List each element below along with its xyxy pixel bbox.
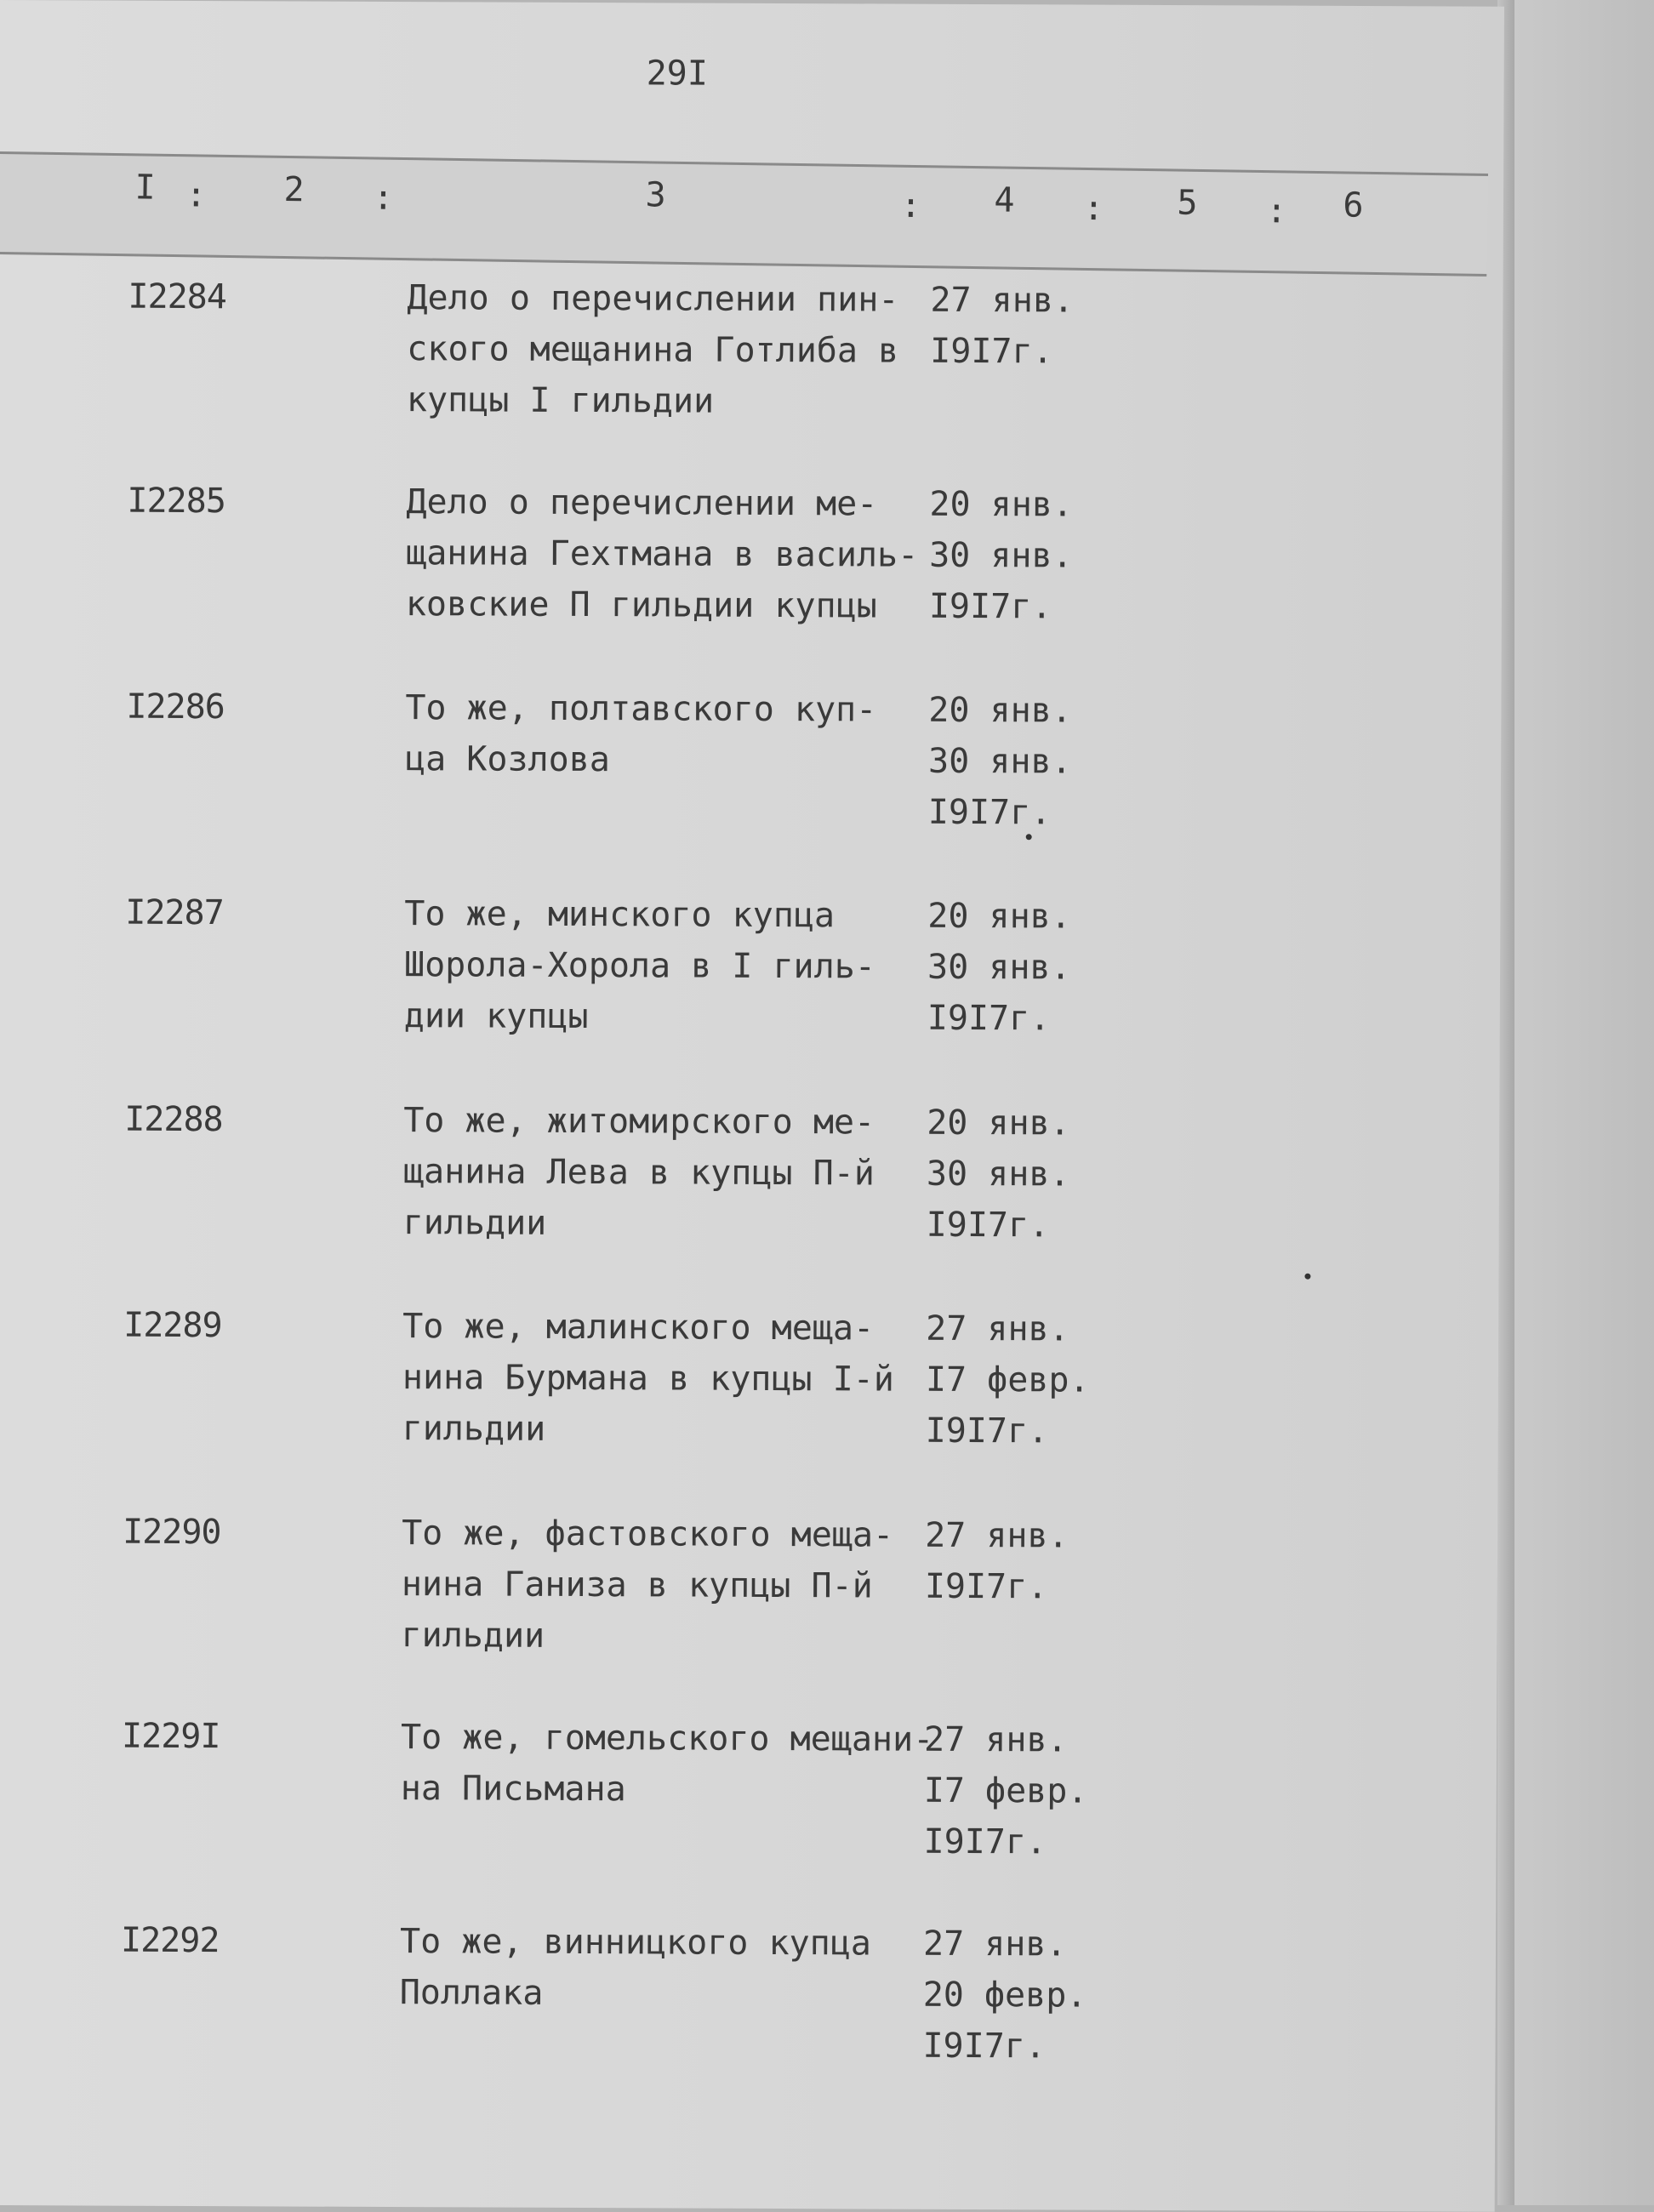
entry-row — [0, 1299, 1491, 1451]
date-line: 30 янв. — [929, 535, 1073, 576]
description-line: ца Козлова — [405, 739, 611, 780]
entry-row — [0, 681, 1494, 833]
entry-description — [402, 1301, 895, 1457]
date-line: 27 янв. — [922, 1924, 1067, 1964]
column-header-2: 2 — [283, 169, 305, 210]
description-line: Шорола-Хорола в I гиль- — [403, 945, 876, 987]
entry-dates — [930, 275, 1074, 378]
description-line: То же, винницкого купца — [399, 1922, 872, 1964]
description-line: нина Ганиза в купцы П-й — [401, 1565, 873, 1606]
date-line: I9I7г. — [927, 792, 1052, 833]
description-line: То же, полтавского куп- — [405, 688, 877, 730]
description-line: Дело о перечислении ме- — [406, 482, 878, 524]
entry-description — [400, 1916, 871, 2020]
entry-description — [401, 1508, 893, 1663]
date-line: 20 февр. — [922, 1975, 1087, 2015]
underlying-page — [1514, 0, 1654, 2205]
date-line: 20 янв. — [929, 484, 1074, 525]
entry-dates — [923, 1714, 1087, 1868]
date-line: 20 янв. — [927, 1103, 1070, 1143]
description-line: Поллака — [399, 1973, 544, 2013]
entry-description — [407, 272, 899, 428]
column-header-6: 6 — [1343, 185, 1364, 225]
description-line: То же, минского купца — [404, 894, 836, 936]
date-line: I9I7г. — [930, 331, 1053, 372]
entry-dates — [927, 1097, 1070, 1251]
column-header-1: I — [134, 168, 157, 208]
description-line: То же, житомирского ме- — [403, 1101, 875, 1143]
description-line: гильдии — [402, 1203, 547, 1243]
date-line: I7 февр. — [923, 1770, 1088, 1811]
column-separator: : — [900, 185, 921, 226]
date-line: I9I7г. — [923, 1821, 1047, 1862]
entry-id: I2284 — [128, 276, 227, 317]
entry-row — [0, 887, 1493, 1039]
description-line: гильдии — [401, 1616, 545, 1656]
date-line: I9I7г. — [928, 586, 1052, 627]
entry-dates — [925, 1510, 1069, 1613]
page-number: 29I — [646, 54, 708, 94]
entry-id: I2287 — [125, 892, 224, 933]
date-line: I9I7г. — [925, 1411, 1049, 1451]
entry-id: I2289 — [123, 1305, 222, 1346]
date-line: 30 янв. — [926, 1154, 1070, 1194]
entry-dates — [926, 1303, 1090, 1457]
entry-id: I2285 — [127, 481, 225, 522]
entry-dates — [929, 479, 1073, 633]
description-line: То же, фастовского меща- — [402, 1514, 894, 1555]
column-separator: : — [185, 175, 207, 215]
date-line: 27 янв. — [930, 280, 1075, 321]
entry-id: I229I — [121, 1716, 220, 1757]
entry-description — [404, 888, 876, 1043]
date-line: 27 янв. — [925, 1515, 1069, 1556]
description-line: нина Бурмана в купцы I-й — [402, 1358, 895, 1400]
description-line: То же, малинского меща- — [402, 1307, 875, 1348]
date-line: 27 янв. — [926, 1308, 1069, 1349]
description-line: гильдии — [402, 1409, 546, 1449]
column-header-band — [0, 151, 1488, 276]
date-line: I9I7г. — [922, 2026, 1047, 2067]
ink-speck — [1304, 1274, 1310, 1280]
description-line: То же, гомельского мещани- — [400, 1718, 934, 1759]
entry-id: I2292 — [120, 1920, 220, 1961]
entry-row — [0, 1710, 1490, 1862]
entry-row — [0, 1093, 1492, 1246]
entry-description — [401, 1712, 934, 1816]
date-line: I9I7г. — [924, 1566, 1048, 1607]
entry-id: I2290 — [123, 1512, 221, 1553]
description-line: ского мещанина Готлиба в — [407, 329, 899, 371]
description-line: дии купцы — [403, 996, 589, 1037]
column-separator: : — [1266, 191, 1287, 231]
entry-row — [0, 1914, 1489, 2067]
column-separator: : — [373, 178, 394, 218]
ink-speck — [1026, 834, 1032, 840]
description-line: щанина Лева в купцы П-й — [402, 1152, 875, 1194]
column-header-5: 5 — [1177, 183, 1198, 223]
entry-id: I2286 — [126, 687, 225, 727]
entry-description — [405, 682, 876, 786]
date-line: 30 янв. — [927, 947, 1071, 988]
entry-description — [403, 1095, 875, 1250]
description-line: щанина Гехтмана в василь- — [406, 533, 919, 575]
entry-dates — [928, 685, 1072, 839]
date-line: I7 февр. — [925, 1360, 1090, 1400]
description-line: Дело о перечислении пин- — [407, 278, 899, 320]
column-header-4: 4 — [994, 180, 1015, 220]
entry-description — [406, 476, 919, 632]
column-separator: : — [1083, 188, 1104, 229]
column-header-3: 3 — [645, 175, 666, 215]
date-line: 27 янв. — [923, 1719, 1068, 1760]
entry-row — [0, 475, 1496, 627]
date-line: I9I7г. — [926, 1205, 1050, 1246]
entry-id: I2288 — [124, 1099, 223, 1140]
description-line: ковские П гильдии купцы — [405, 584, 877, 626]
date-line: 30 янв. — [928, 741, 1072, 782]
entry-dates — [922, 1918, 1087, 2072]
date-line: 20 янв. — [928, 690, 1073, 731]
entry-row — [0, 1506, 1491, 1656]
date-line: 20 янв. — [927, 896, 1071, 937]
date-line: I9I7г. — [927, 998, 1051, 1039]
entry-dates — [927, 891, 1071, 1045]
description-line: купцы I гильдии — [406, 380, 715, 421]
description-line: на Письмана — [400, 1769, 626, 1810]
